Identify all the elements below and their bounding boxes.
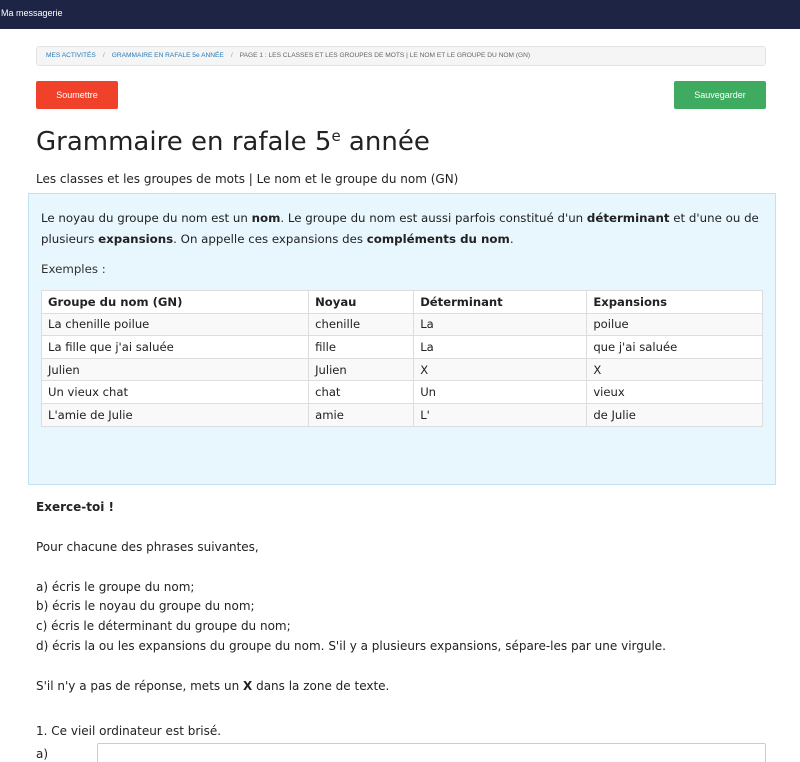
submit-button[interactable]: Soumettre (36, 81, 118, 109)
table-header-row (42, 291, 763, 314)
table-row (42, 358, 763, 381)
page-subtitle: Les classes et les groupes de mots | Le nom et le groupe du nom (GN) (36, 172, 459, 186)
instruction-item-b: b) écris le noyau du groupe du nom; (36, 599, 255, 613)
table-row (42, 336, 763, 359)
table-row (42, 381, 763, 404)
intro-bold-term: expansions (98, 232, 174, 246)
examples-table (41, 290, 763, 427)
info-box (28, 193, 776, 485)
intro-text-segment: . Le groupe du nom est aussi parfois constitué d'un (280, 211, 587, 225)
examples-label: Exemples : (41, 262, 106, 276)
cell-determiner: La (414, 336, 587, 359)
note-text-bold: X (243, 679, 253, 693)
top-navbar (0, 0, 800, 29)
page-title-superscript: e (331, 127, 341, 145)
info-intro-text (41, 208, 761, 250)
intro-text-segment: . (509, 232, 514, 246)
intro-text-segment: et d'une ou de plusieurs (41, 211, 759, 246)
instruction-item-a: a) écris le groupe du nom; (36, 580, 195, 594)
instruction-item-c: c) écris le déterminant du groupe du nom; (36, 619, 291, 633)
cell-expansions: de Julie (587, 403, 763, 426)
breadcrumb-my-activities[interactable]: MES ACTIVITÉS (46, 52, 96, 59)
cell-group: La fille que j'ai saluée (42, 336, 309, 359)
intro-bold-term: nom (251, 211, 281, 225)
cell-expansions: vieux (587, 381, 763, 404)
cell-group: Julien (42, 358, 309, 381)
cell-group: L'amie de Julie (42, 403, 309, 426)
note-text-before: S'il n'y a pas de réponse, mets un (36, 679, 243, 693)
cell-core: Julien (309, 358, 414, 381)
cell-determiner: Un (414, 381, 587, 404)
cell-core: chenille (309, 313, 414, 336)
cell-core: chat (309, 381, 414, 404)
question-1: 1. Ce vieil ordinateur est brisé. (36, 724, 222, 738)
save-button[interactable]: Sauvegarder (674, 81, 766, 109)
messaging-link[interactable]: Ma messagerie (1, 8, 63, 18)
intro-bold-term: compléments du nom (366, 232, 510, 246)
cell-expansions: que j'ai saluée (587, 336, 763, 359)
column-header-determiner: Déterminant (414, 291, 587, 314)
cell-expansions: poilue (587, 313, 763, 336)
column-header-expansions: Expansions (587, 291, 763, 314)
intro-text-segment: Le noyau du groupe du nom est un (41, 211, 252, 225)
breadcrumb-separator: / (230, 52, 233, 59)
page-title (36, 127, 430, 157)
cell-expansions: X (587, 358, 763, 381)
intro-bold-term: déterminant (586, 211, 670, 225)
column-header-core: Noyau (309, 291, 414, 314)
breadcrumb-separator: / (102, 52, 105, 59)
table-row (42, 313, 763, 336)
column-header-group: Groupe du nom (GN) (42, 291, 309, 314)
cell-core: amie (309, 403, 414, 426)
cell-determiner: X (414, 358, 587, 381)
cell-group: Un vieux chat (42, 381, 309, 404)
page-title-end: année (340, 127, 430, 157)
exercise-instruction: Pour chacune des phrases suivantes, (36, 540, 259, 554)
exercise-title: Exerce-toi ! (36, 500, 114, 514)
breadcrumb-current-page: PAGE 1 : LES CLASSES ET LES GROUPES DE MOTS | LE NOM ET LE GROUPE DU NOM (GN) (239, 52, 531, 59)
breadcrumb-grammar-activity[interactable]: GRAMMAIRE EN RAFALE 5e ANNÉE (111, 52, 224, 59)
answer-input-a[interactable] (97, 743, 766, 762)
note-text-after: dans la zone de texte. (252, 679, 390, 693)
cell-group: La chenille poilue (42, 313, 309, 336)
cell-determiner: L' (414, 403, 587, 426)
cell-core: fille (309, 336, 414, 359)
table-row (42, 403, 763, 426)
page-title-main: Grammaire en rafale 5 (36, 127, 332, 157)
exercise-note (36, 679, 389, 693)
cell-determiner: La (414, 313, 587, 336)
intro-text-segment: . On appelle ces expansions des (173, 232, 367, 246)
breadcrumb (36, 46, 766, 66)
instruction-item-d: d) écris la ou les expansions du groupe du nom. S'il y a plusieurs expansions, sépare-les par une virgule. (36, 639, 666, 653)
answer-label-a: a) (36, 747, 49, 761)
